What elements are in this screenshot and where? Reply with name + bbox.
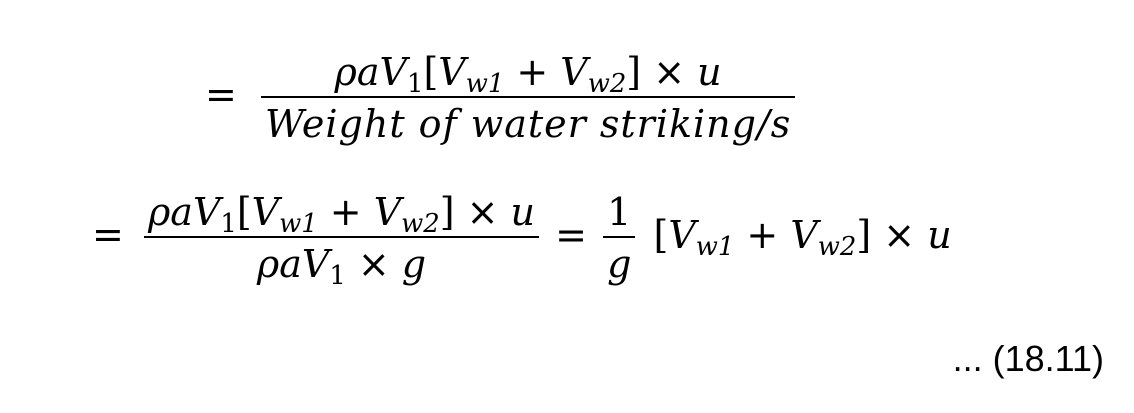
- plus-sign: +: [329, 190, 362, 234]
- numerator-2: [144, 190, 539, 240]
- rho-symbol: ρ: [147, 190, 171, 234]
- subscript-1: 1: [329, 261, 346, 292]
- numerator-1: [261, 50, 795, 100]
- denominator-1: Weight of water striking/s: [264, 102, 792, 146]
- fraction-bar: [603, 236, 635, 238]
- open-bracket: [: [653, 212, 669, 257]
- var-g: g: [401, 242, 427, 286]
- times-sign: ×: [357, 242, 390, 286]
- var-Vw2: V: [560, 50, 588, 94]
- var-Vw2: V: [373, 190, 402, 234]
- fraction-2: [144, 190, 539, 292]
- subscript-w2: w2: [401, 209, 440, 240]
- close-bracket: ]: [439, 190, 455, 234]
- equation-line-1: [205, 50, 795, 146]
- times-sign: ×: [883, 212, 916, 257]
- equals-sign: =: [205, 72, 237, 117]
- open-bracket: [: [423, 50, 439, 94]
- equals-sign-mid: =: [555, 212, 587, 257]
- var-V: V: [301, 242, 330, 286]
- var-Vw1: V: [668, 212, 696, 257]
- subscript-w2: w2: [817, 231, 857, 262]
- var-Vw1: V: [251, 190, 280, 234]
- var-V: V: [379, 50, 407, 94]
- equation-line-2: [92, 190, 952, 292]
- bracket-expression: [653, 212, 952, 262]
- fraction-one-over-g: [603, 190, 635, 286]
- var-Vw2: V: [790, 212, 818, 257]
- var-a: a: [356, 50, 380, 94]
- fraction-bar: [144, 236, 539, 238]
- equation-number: ... (18.11): [952, 338, 1104, 379]
- var-V: V: [192, 190, 221, 234]
- var-a: a: [279, 242, 302, 286]
- numerator-one: 1: [607, 190, 632, 234]
- fraction-1: [261, 50, 795, 146]
- rho-symbol: ρ: [334, 50, 357, 94]
- rho-symbol: ρ: [256, 242, 280, 286]
- subscript-w2: w2: [587, 69, 627, 100]
- open-bracket: [: [236, 190, 252, 234]
- var-a: a: [170, 190, 193, 234]
- subscript-w1: w1: [279, 209, 318, 240]
- subscript-w1: w1: [465, 69, 505, 100]
- close-bracket: ]: [626, 50, 642, 94]
- denominator-g: g: [607, 242, 632, 286]
- fraction-bar: [261, 96, 795, 98]
- equals-sign: =: [92, 212, 124, 257]
- var-Vw1: V: [438, 50, 466, 94]
- close-bracket: ]: [856, 212, 872, 257]
- times-sign: ×: [653, 50, 686, 94]
- subscript-1: 1: [220, 209, 237, 240]
- subscript-1: 1: [407, 69, 424, 100]
- plus-sign: +: [516, 50, 549, 94]
- denominator-2: [144, 242, 539, 292]
- var-u: u: [927, 212, 952, 257]
- var-u: u: [510, 190, 536, 234]
- var-u: u: [697, 50, 722, 94]
- subscript-w1: w1: [695, 231, 735, 262]
- times-sign: ×: [466, 190, 499, 234]
- plus-sign: +: [746, 212, 779, 257]
